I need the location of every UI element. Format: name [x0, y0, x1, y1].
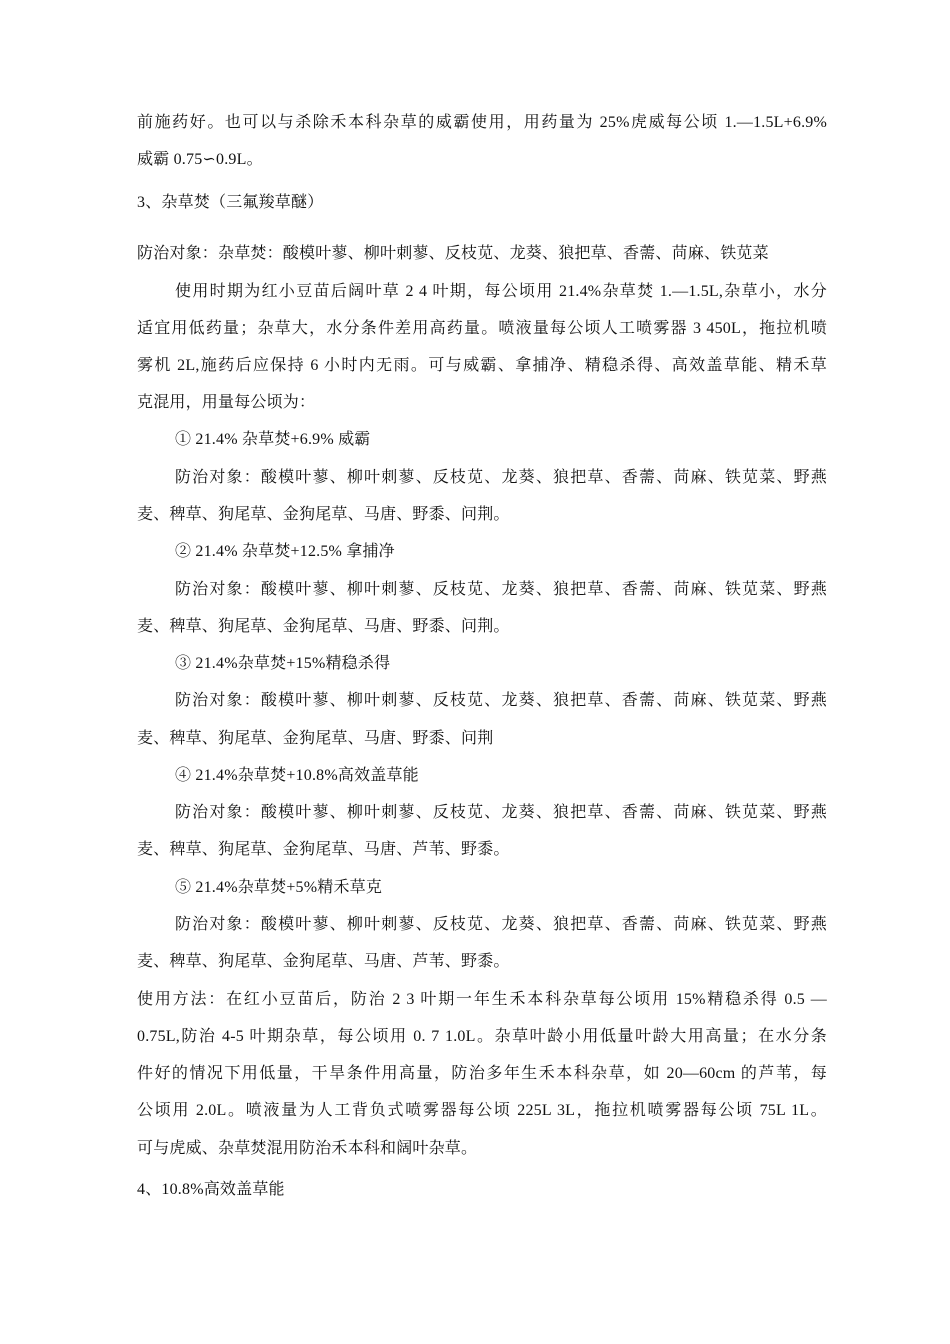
text-line: 防治对象：酸模叶蓼、柳叶刺蓼、反枝苋、龙葵、狼把草、香薷、苘麻、铁苋菜、野燕 [175, 581, 827, 598]
section-heading: 3、杂草焚（三氟羧草醚） [137, 194, 324, 211]
text-line: 麦、稗草、狗尾草、金狗尾草、马唐、芦苇、野黍。 [137, 841, 510, 858]
section-heading: 4、10.8%高效盖草能 [137, 1181, 285, 1198]
text-line: 麦、稗草、狗尾草、金狗尾草、马唐、野黍、问荆 [137, 730, 494, 747]
text-line: 公顷用 2.0L。喷液量为人工背负式喷雾器每公顷 225L 3L，拖拉机喷雾器每公顷 75L 1L。 [137, 1102, 827, 1119]
text-line: 前施药好。也可以与杀除禾本科杂草的威霸使用，用药量为 25%虎威每公顷 1.—1.5L+6.9% [137, 114, 827, 131]
text-line: 麦、稗草、狗尾草、金狗尾草、马唐、野黍、问荆。 [137, 506, 510, 523]
text-line: 麦、稗草、狗尾草、金狗尾草、马唐、芦苇、野黍。 [137, 953, 510, 970]
list-item-heading: ② 21.4% 杂草焚+12.5% 拿捕净 [175, 543, 395, 560]
text-line: 防治对象：酸模叶蓼、柳叶刺蓼、反枝苋、龙葵、狼把草、香薷、苘麻、铁苋菜、野燕 [175, 916, 827, 933]
text-line: 使用方法：在红小豆苗后，防治 2 3 叶期一年生禾本科杂草每公顷用 15%精稳杀得 0.5 — [137, 991, 827, 1008]
text-line: 雾机 2L,施药后应保持 6 小时内无雨。可与威霸、拿捕净、精稳杀得、高效盖草能、精禾草 [137, 357, 827, 374]
text-line: 防治对象：杂草焚：酸模叶蓼、柳叶刺蓼、反枝苋、龙葵、狼把草、香薷、苘麻、铁苋菜 [137, 245, 769, 262]
text-line: 防治对象：酸模叶蓼、柳叶刺蓼、反枝苋、龙葵、狼把草、香薷、苘麻、铁苋菜、野燕 [175, 469, 827, 486]
text-line: 防治对象：酸模叶蓼、柳叶刺蓼、反枝苋、龙葵、狼把草、香薷、苘麻、铁苋菜、野燕 [175, 692, 827, 709]
text-line: 威霸 0.75∽0.9L。 [137, 151, 263, 168]
text-line: 克混用，用量每公顷为： [137, 394, 316, 411]
text-line: 麦、稗草、狗尾草、金狗尾草、马唐、野黍、问荆。 [137, 618, 510, 635]
list-item-heading: ① 21.4% 杂草焚+6.9% 威霸 [175, 431, 371, 448]
list-item-heading: ④ 21.4%杂草焚+10.8%高效盖草能 [175, 767, 419, 784]
list-item-heading: ⑤ 21.4%杂草焚+5%精禾草克 [175, 879, 383, 896]
text-line: 可与虎威、杂草焚混用防治禾本科和阔叶杂草。 [137, 1140, 478, 1157]
text-line: 0.75L,防治 4-5 叶期杂草，每公顷用 0. 7 1.0L。杂草叶龄小用低量叶龄大用高量；在水分条 [137, 1028, 827, 1045]
text-line: 适宜用低药量；杂草大，水分条件差用高药量。喷液量每公顷人工喷雾器 3 450L，拖拉机喷 [137, 320, 827, 337]
list-item-heading: ③ 21.4%杂草焚+15%精稳杀得 [175, 655, 391, 672]
text-line: 使用时期为红小豆苗后阔叶草 2 4 叶期，每公顷用 21.4%杂草焚 1.—1.5L,杂草小，水分 [175, 283, 827, 300]
text-line: 防治对象：酸模叶蓼、柳叶刺蓼、反枝苋、龙葵、狼把草、香薷、苘麻、铁苋菜、野燕 [175, 804, 827, 821]
text-line: 件好的情况下用低量，干旱条件用高量，防治多年生禾本科杂草，如 20—60cm 的芦苇，每 [137, 1065, 827, 1082]
